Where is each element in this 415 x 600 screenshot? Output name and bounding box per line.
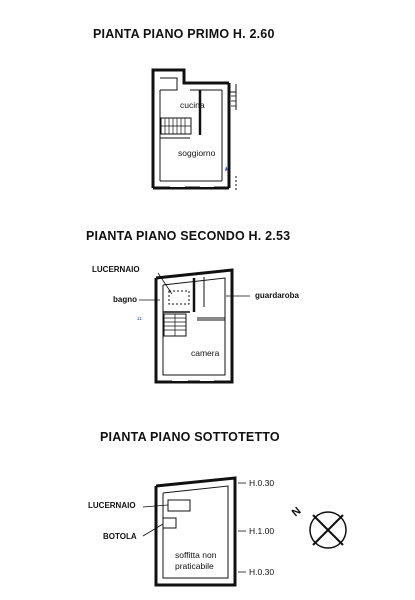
room-label-cucina: cucina xyxy=(180,100,205,110)
north-arrow-icon xyxy=(310,512,346,548)
plan-title-primo: PIANTA PIANO PRIMO H. 2.60 xyxy=(93,27,275,41)
callout-lucernaio: LUCERNAIO xyxy=(92,265,140,274)
compass-north-label: N xyxy=(289,504,304,520)
pen-mark: ¹¹ xyxy=(137,317,142,324)
room-label-soggiorno: soggiorno xyxy=(178,148,216,158)
height-label-bottom: H.0.30 xyxy=(249,567,275,577)
room-label-camera: camera xyxy=(191,348,220,358)
room-label-soffitta-line1: soffitta non xyxy=(175,550,217,560)
plan-title-secondo: PIANTA PIANO SECONDO H. 2.53 xyxy=(86,229,291,243)
plan-title-sottotetto: PIANTA PIANO SOTTOTETTO xyxy=(100,430,280,444)
height-label-mid: H.1.00 xyxy=(249,526,275,536)
callout-guardaroba: guardaroba xyxy=(255,291,300,300)
callout-botola: BOTOLA xyxy=(103,532,137,541)
callout-lucernaio-attic: LUCERNAIO xyxy=(88,501,136,510)
height-label-top: H.0.30 xyxy=(249,478,275,488)
leader-line-botola xyxy=(143,524,163,536)
room-label-soffitta-line2: praticabile xyxy=(175,561,214,571)
callout-bagno: bagno xyxy=(113,295,137,304)
